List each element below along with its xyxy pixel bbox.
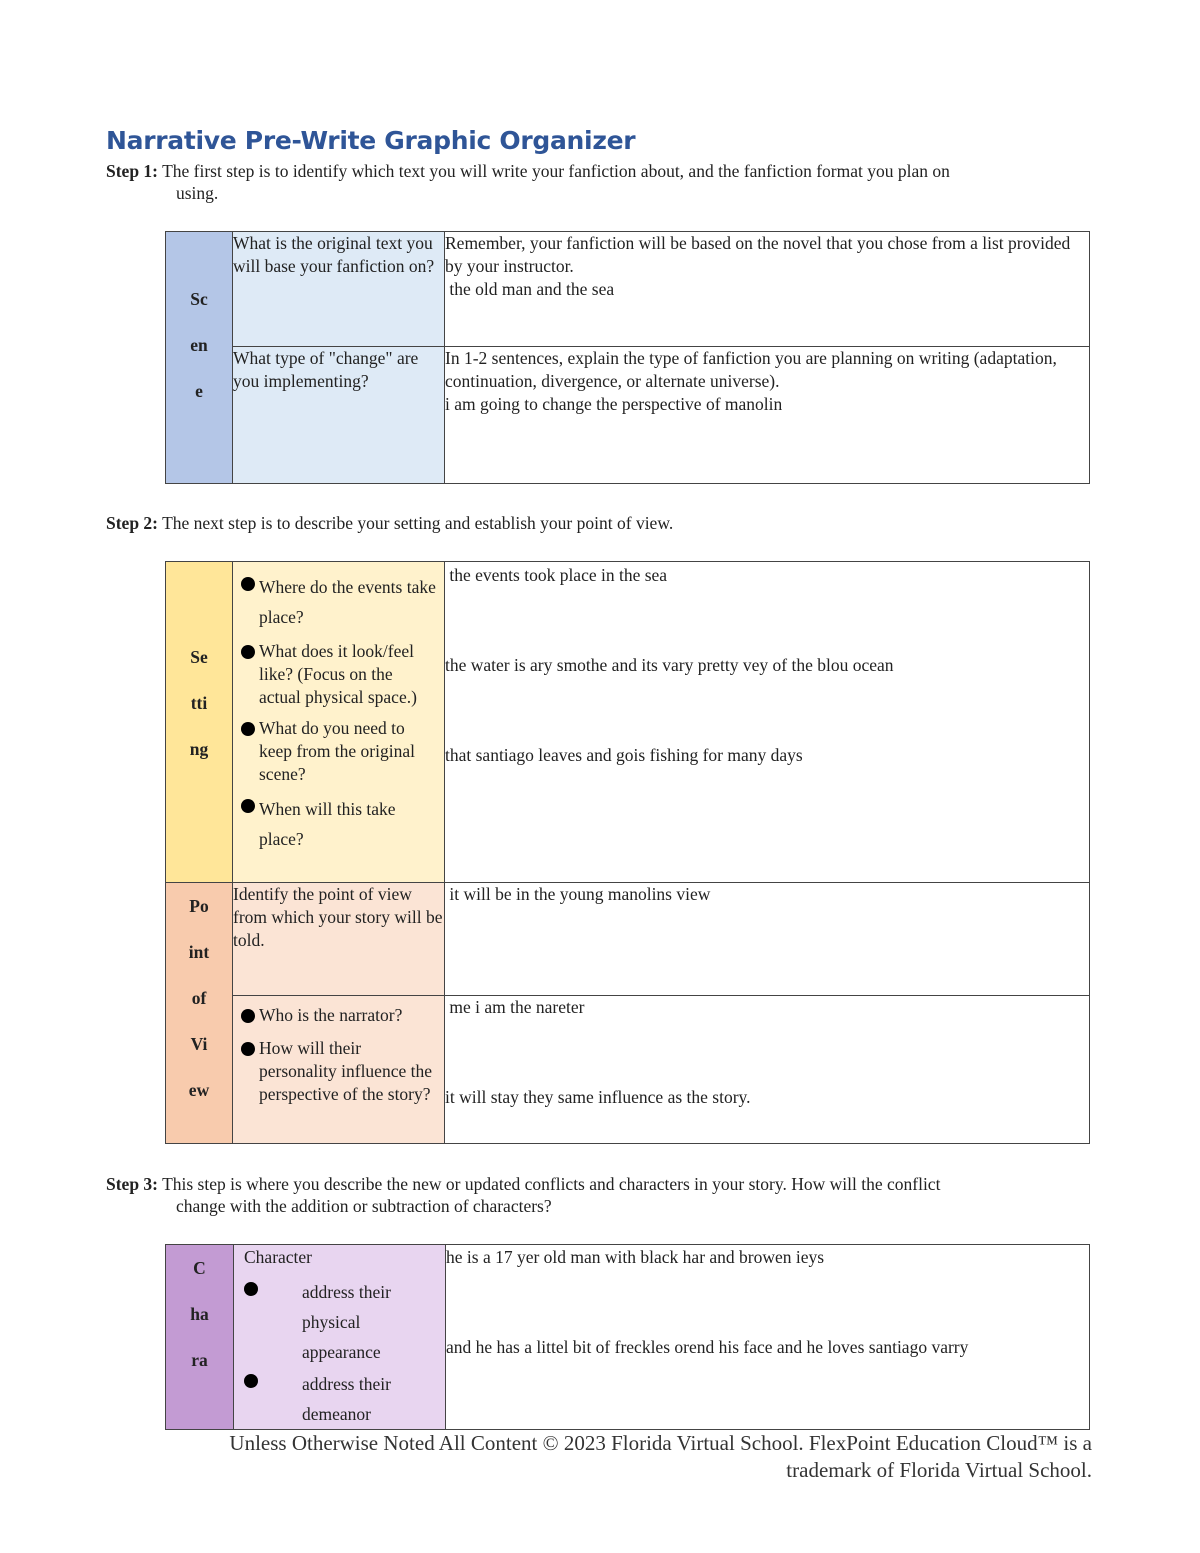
step-1-text: The first step is to identify which text you will write your fanfiction about, and the fanfiction format you plan on	[158, 161, 950, 181]
step-3-label: Step 3:	[106, 1174, 159, 1194]
setting-bullet-where: Where do the events take place?	[241, 572, 436, 632]
footer-line-1: Unless Otherwise Noted All Content © 2023 Florida Virtual School. FlexPoint Education Cloud™ is a	[229, 1431, 1092, 1455]
setting-bullet-keep: What do you need to keep from the original scene?	[241, 717, 436, 786]
setting-pov-table	[165, 561, 1090, 1144]
footer-line-2: trademark of Florida Virtual School.	[786, 1458, 1092, 1482]
scene-answer-original-text[interactable]	[445, 232, 1090, 347]
setting-answers[interactable]	[445, 562, 1090, 883]
bullet-icon	[241, 1009, 255, 1023]
scene-table	[165, 231, 1090, 484]
bullet-icon	[241, 577, 255, 591]
step-2-instructions	[106, 512, 1066, 534]
character-answer-appearance: he is a 17 yer old man with black har and browen ieys	[446, 1247, 825, 1267]
scene-prompt-original-text: What is the original text you will base your fanfiction on?	[233, 232, 445, 347]
scene-side-label: Sc en e	[166, 232, 233, 484]
pov-answer-narrator: me i am the nareter	[445, 997, 585, 1017]
setting-prompts	[233, 562, 445, 883]
setting-side-label: Se tti ng	[166, 562, 233, 883]
step-2-text: The next step is to describe your setting and establish your point of view.	[158, 513, 674, 533]
setting-answer-where: the events took place in the sea	[445, 565, 668, 585]
pov-answer-identify[interactable]: it will be in the young manolins view	[445, 883, 1090, 996]
pov-answers[interactable]	[445, 996, 1090, 1144]
step-1-instructions	[106, 160, 1066, 204]
bullet-icon	[244, 1282, 258, 1296]
character-heading: Character	[244, 1247, 313, 1267]
bullet-icon	[241, 1042, 255, 1056]
page-title: Narrative Pre-Write Graphic Organizer	[106, 126, 636, 155]
step-1-text-cont: using.	[176, 183, 219, 203]
pov-prompt-identify: Identify the point of view from which your story will be told.	[233, 883, 445, 996]
setting-bullet-look: What does it look/feel like? (Focus on the actual physical space.)	[241, 640, 436, 709]
character-side-label: C ha ra	[166, 1245, 234, 1430]
setting-answer-look: the water is ary smothe and its vary pretty vey of the blou ocean	[445, 655, 894, 675]
character-prompts	[234, 1245, 446, 1430]
character-answer-demeanor: and he has a littel bit of freckles orend his face and he loves santiago varry	[446, 1337, 969, 1357]
scene-response-change-type: i am going to change the perspective of manolin	[445, 394, 783, 414]
pov-answer-personality: it will stay they same influence as the story.	[445, 1087, 751, 1107]
scene-prompt-change-type: What type of "change" are you implementing?	[233, 347, 445, 484]
character-bullet-demeanor: address their demeanor	[244, 1369, 437, 1429]
setting-bullet-when: When will this take place?	[241, 794, 436, 854]
pov-prompts	[233, 996, 445, 1144]
step-3-text-cont: change with the addition or subtraction of characters?	[176, 1196, 552, 1216]
step-3-instructions	[106, 1173, 1066, 1217]
character-table	[165, 1244, 1090, 1430]
bullet-icon	[244, 1374, 258, 1388]
bullet-icon	[241, 722, 255, 736]
character-answers[interactable]	[446, 1245, 1090, 1430]
character-bullet-appearance: address their physical appearance	[244, 1277, 437, 1367]
bullet-icon	[241, 645, 255, 659]
pov-side-label: Po int of Vi ew	[166, 883, 233, 1144]
setting-answer-keep: that santiago leaves and gois fishing for many days	[445, 745, 803, 765]
copyright-footer	[92, 1430, 1092, 1484]
step-3-text: This step is where you describe the new or updated conflicts and characters in your story. How will the conflict	[158, 1174, 941, 1194]
pov-bullet-personality: How will their personality influence the perspective of the story?	[241, 1037, 436, 1106]
bullet-icon	[241, 799, 255, 813]
scene-response-original-text: the old man and the sea	[445, 279, 615, 299]
scene-instruction-original-text: Remember, your fanfiction will be based on the novel that you chose from a list provided by your instructor.	[445, 233, 1071, 276]
scene-answer-change-type[interactable]	[445, 347, 1090, 484]
pov-bullet-narrator: Who is the narrator?	[241, 1004, 436, 1027]
scene-instruction-change-type: In 1-2 sentences, explain the type of fanfiction you are planning on writing (adaptation, continuation, divergence, or alternate universe).	[445, 348, 1057, 391]
step-2-label: Step 2:	[106, 513, 159, 533]
step-1-label: Step 1:	[106, 161, 159, 181]
